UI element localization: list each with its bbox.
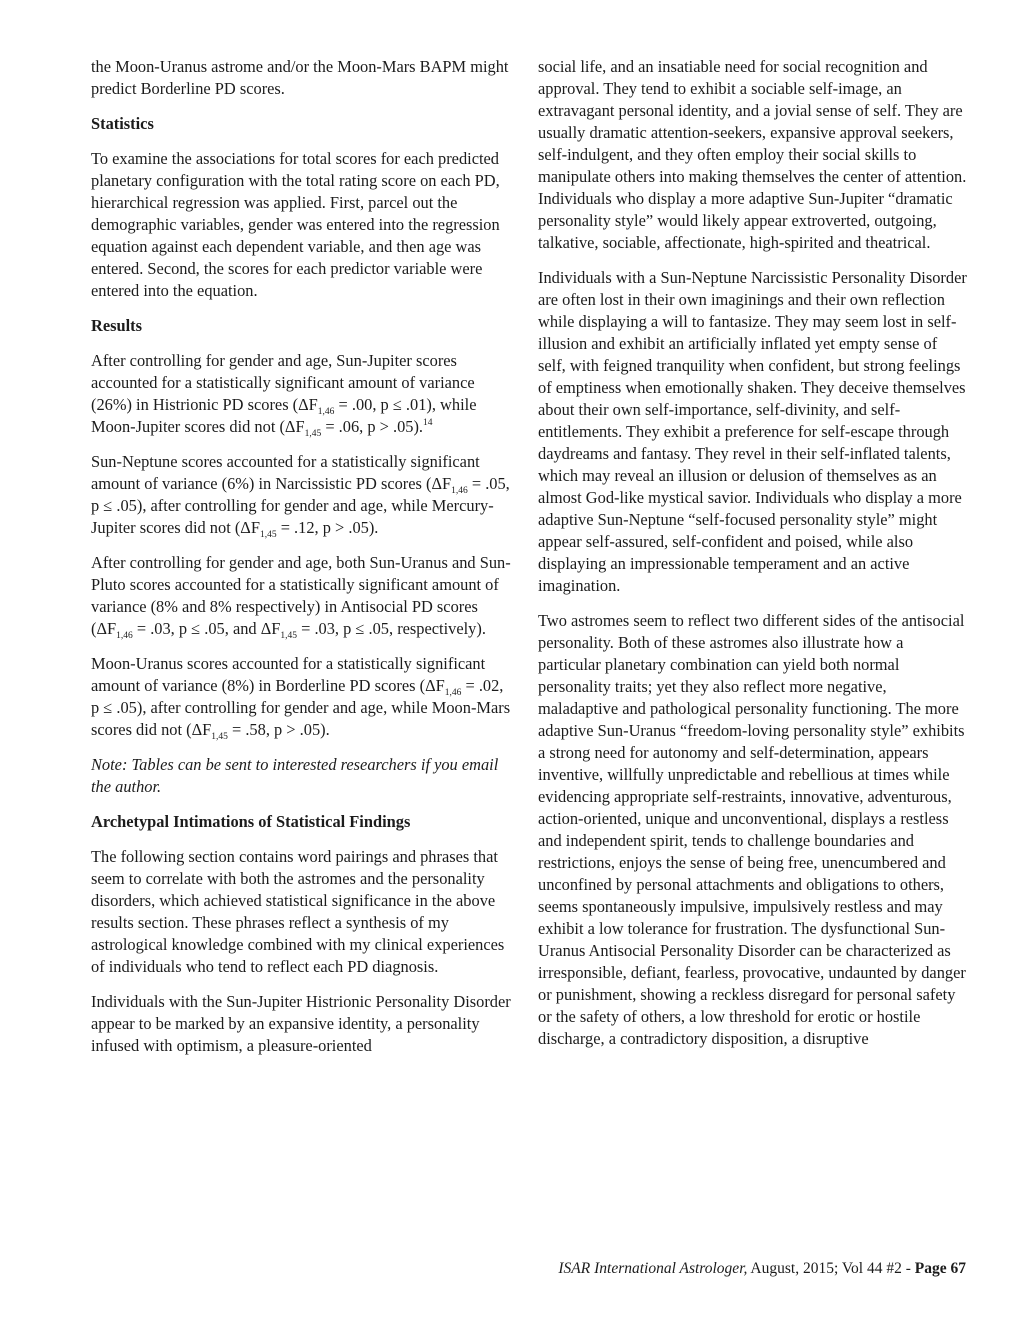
results-paragraph-histrionic: After controlling for gender and age, Sun-Jupiter scores accounted for a statistically significant amount of variance (26%) in Histrionic PD scores ($\Delta F_{1,46} = .00$, p ≤ .01), while Moon-Jupiter scores did not ($\Delta F_{1,45} = .06$, p > .05).$^{14}$: [91, 351, 477, 439]
publication-name: ISAR International Astrologer,: [558, 1260, 748, 1277]
page-number: Page 67: [914, 1260, 966, 1277]
results-paragraph-narcissistic: Sun-Neptune scores accounted for a statistically significant amount of variance (6%) in Narcissistic PD scores ($\Delta F_{1,46} = .05$, p ≤ .05), after controlling for gender and age, while Mercury-Jupiter scores did not ($\Delta F_{1,45} = .12$, p > .05).: [91, 452, 510, 540]
intro-paragraph: the Moon-Uranus astrome and/or the Moon-Mars BAPM might predict Borderline PD scores.: [91, 57, 509, 98]
statistics-paragraph: To examine the associations for total scores for each predicted planetary configuration with the total rating score on each PD, hierarchical regression was applied. First, parcel out the demographic variables, gender was entered into the regression equation against each dependent variable, and then age was entered. Second, the scores for each predictor variable were entered into the equation.: [91, 149, 500, 300]
histrionic-paragraph-continued: social life, and an insatiable need for social recognition and approval. They tend to exhibit a sociable self-image, an extravagant personal identity, and a jovial sense of self. They are usually dramatic attention-seekers, expansive approval seekers, self-indulgent, and they often employ their social skills to manipulate others into making themselves the center of attention. Individuals who display a more adaptive Sun-Jupiter “dramatic personality style” would likely appear extroverted, outgoing, talkative, sociable, affectionate, high-spirited and theatrical.: [538, 57, 967, 252]
tables-note: Note: Tables can be sent to interested researchers if you email the author.: [91, 755, 499, 796]
page-footer: [558, 1260, 966, 1278]
left-column: [91, 56, 515, 1070]
footnote-marker: 14: [423, 418, 433, 428]
archetypal-heading: Archetypal Intimations of Statistical Findings: [91, 812, 411, 831]
issue-info: August, 2015; Vol 44 #2 -: [747, 1260, 915, 1277]
results-heading: Results: [91, 316, 142, 335]
histrionic-paragraph-start: Individuals with the Sun-Jupiter Histrionic Personality Disorder appear to be marked by an expansive identity, a personality infused with optimism, a pleasure-oriented: [91, 992, 511, 1055]
results-paragraph-borderline: Moon-Uranus scores accounted for a statistically significant amount of variance (8%) in Borderline PD scores ($\Delta F_{1,46} = .02$, p ≤ .05), after controlling for gender and age, while Moon-Mars scores did not ($\Delta F_{1,45} = .58$, p > .05).: [91, 654, 511, 742]
right-column: [538, 56, 968, 1063]
narcissistic-paragraph: Individuals with a Sun-Neptune Narcissistic Personality Disorder are often lost in their own imaginings and their own reflection while displaying a will to fantasize. They may seem lost in self-illusion and exhibit an artificially inflated yet empty sense of self, with feigned tranquility when confident, but strong feelings of emptiness when emotionally shaken. They deceive themselves about their own self-importance, self-divinity, and self-entitlements. They exhibit a preference for self-escape through daydreams and fantasy. They revel in their self-inflated talents, which may reveal an illusion or delusion of themselves as an almost God-like mystical savior. Individuals who display a more adaptive Sun-Neptune “self-focused personality style” might appear self-assured, self-confident and poised, while also displaying an impressionable temperament and an active imagination.: [538, 268, 967, 595]
statistics-heading: Statistics: [91, 114, 154, 133]
results-paragraph-antisocial: After controlling for gender and age, both Sun-Uranus and Sun-Pluto scores accounted for a statistically significant amount of variance (8% and 8% respectively) in Antisocial PD scores ($\Delta F_{1,46} = .03$, p ≤ .05, and $\Delta F_{1,45} = .03$, p ≤ .05, respectively).: [91, 553, 511, 641]
antisocial-paragraph: Two astromes seem to reflect two different sides of the antisocial personality. Both of these astromes also illustrate how a particular planetary combination can yield both normal personality traits; yet they also reflect more negative, maladaptive and pathological personality functioning. The more adaptive Sun-Uranus “freedom-loving personality style” exhibits a strong need for autonomy and self-determination, appears inventive, willfully unpredictable and rebellious at times while evidencing appropriate self-restraints, innovative, adventurous, action-oriented, unique and unconventional, displays a restless and independent spirit, tends to challenge boundaries and restrictions, enjoys the sense of being free, unencumbered and unconfined by personal attachments and obligations to others, seems spontaneously impulsive, impulsively restless and may exhibit a low tolerance for frustration. The dysfunctional Sun-Uranus Antisocial Personality Disorder can be characterized as irresponsible, defiant, fearless, provocative, undaunted by danger or punishment, showing a reckless disregard for personal safety or the safety of others, a low threshold for erotic or hostile discharge, a contradictory disposition, a disruptive: [538, 611, 966, 1048]
archetypal-paragraph: The following section contains word pairings and phrases that seem to correlate with both the astromes and the personality disorders, which achieved statistical significance in the above results section. These phrases reflect a synthesis of my astrological knowledge combined with my clinical experiences of individuals who tend to reflect each PD diagnosis.: [91, 847, 505, 976]
